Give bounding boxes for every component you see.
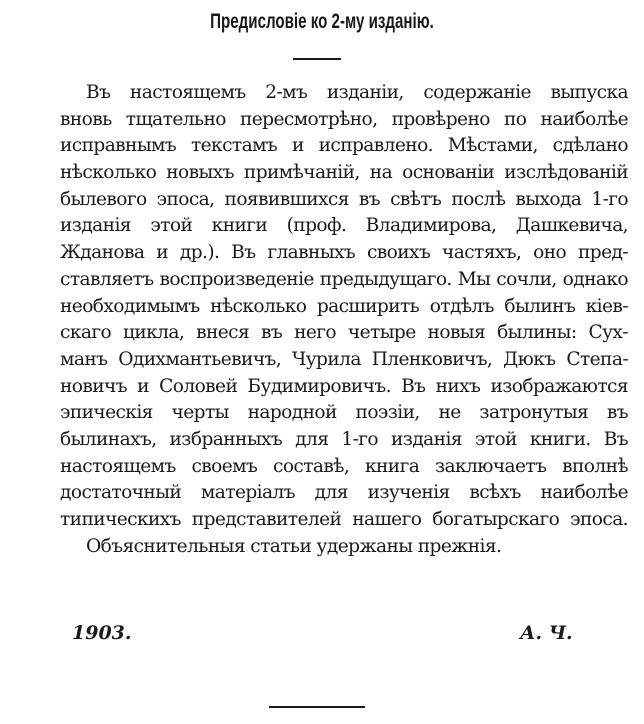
paragraph-line: изданія этой книги (проф. Владимирова, Дашкевича, (60, 215, 628, 237)
paragraph-line: былевого эпоса, появившихся въ свѣтъ послѣ выхода 1-го (60, 188, 628, 210)
paragraph-line: исправнымъ текстамъ и исправлено. Мѣстами, сдѣлано (60, 135, 628, 157)
bottom-rule (269, 706, 365, 708)
paragraph-line: Жданова и др.). Въ главныхъ своихъ частяхъ, оно пред- (60, 242, 628, 264)
paragraph-line: скаго цикла, внеся въ него четыре новыя былины: Сух- (60, 322, 628, 344)
preface-paragraph (60, 80, 628, 560)
paragraph-line: новичъ и Соловей Будимировичъ. Въ нихъ изображаются (60, 375, 628, 397)
paragraph-line: настоящемъ своемъ составѣ, книга заключаетъ вполнѣ (60, 455, 628, 477)
paragraph-line: необходимымъ нѣсколько расширить отдѣлъ былинъ кіев- (60, 295, 628, 317)
page-title: Предисловіе ко 2-му изданію. (210, 10, 434, 33)
date-label: 1903. (72, 622, 132, 644)
paragraph-line: нѣсколько новыхъ примѣчаній, на основаніи изслѣдованій (60, 162, 628, 184)
paragraph-line: манъ Одихмантьевичъ, Чурила Пленковичъ, Дюкъ Степа- (60, 348, 628, 370)
paragraph-line: ставляетъ воспроизведеніе предыдущаго. Мы сочли, однако (60, 268, 628, 290)
closing-line: Объяснительныя статьи удержаны прежнія. (86, 535, 502, 557)
paragraph-line: былинахъ, избранныхъ для 1-го изданія этой книги. Въ (60, 428, 628, 450)
signature-footer (0, 622, 644, 652)
paragraph-line: Въ настоящемъ 2-мъ изданіи, содержаніе выпуска (86, 82, 628, 103)
paragraph-line: эпическія черты народной поэзіи, не затронутыя въ (60, 402, 628, 424)
paragraph-line: достаточный матеріалъ для изученія всѣхъ наиболѣе (60, 482, 628, 504)
author-initials: А. Ч. (520, 622, 573, 644)
paragraph-line: типическихъ представителей нашего богатырскаго эпоса. (60, 509, 628, 530)
title-rule (293, 58, 341, 60)
paragraph-line: вновь тщательно пересмотрѣно, провѣрено по наиболѣе (60, 108, 628, 130)
